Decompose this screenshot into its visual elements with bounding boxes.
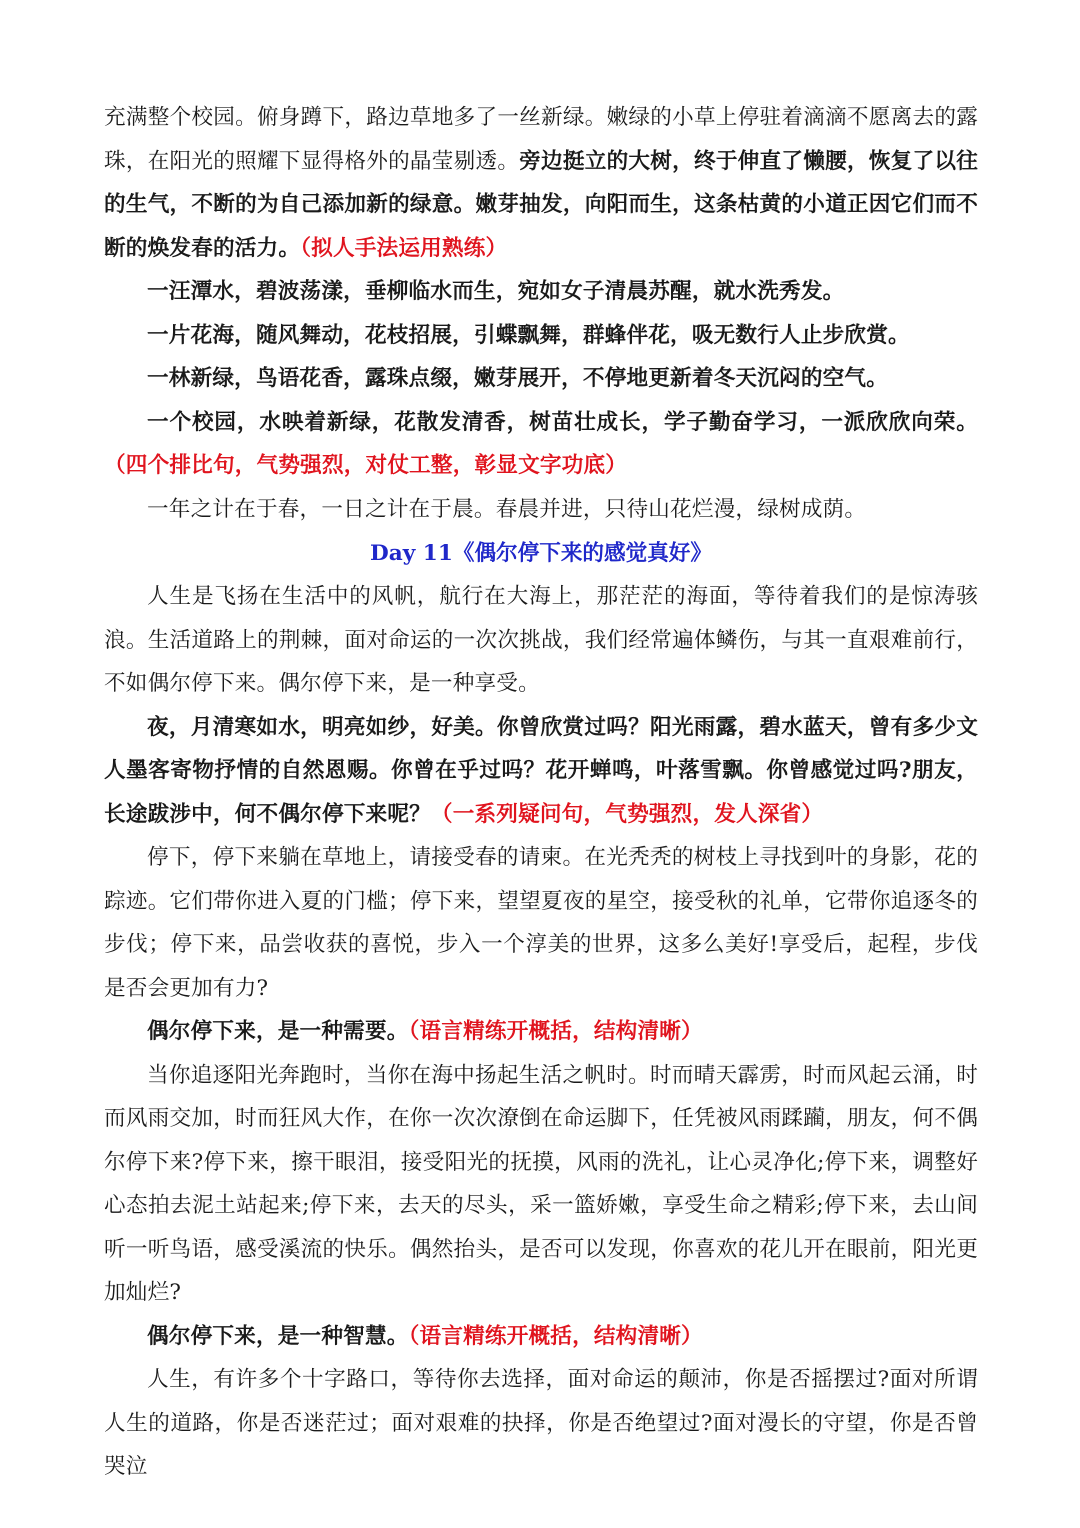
paragraph-questions: [104, 706, 978, 837]
paragraph-spring-plan: 一年之计在于春，一日之计在于晨。春晨并进，只待山花烂漫，绿树成荫。: [147, 496, 867, 522]
paragraph-need-heading: [104, 1010, 978, 1054]
paragraph-campus-parallel: [104, 401, 978, 488]
paragraph-bold-text: 夜，月清寒如水，明亮如纱，好美。你曾欣赏过吗？阳光雨露，碧水蓝天，曾有多少文人墨客寄物抒情的自然恩赐。你曾在乎过吗？花开蝉鸣，叶落雪飘。你曾感觉过吗?朋友，长途跋涉中，何不偶尔停下来呢？: [104, 714, 978, 827]
paragraph-stop-seasons: 停下，停下来躺在草地上，请接受春的请柬。在光秃秃的树枝上寻找到叶的身影，花的踪迹。它们带你进入夏的门槛；停下来，望望夏夜的星空，接受秋的礼单，它带你追逐冬的步伐；停下来，品尝收获的喜悦，步入一个淳美的世界，这多么美好!享受后，起程，步伐是否会更加有力?: [104, 845, 978, 1001]
paragraph-chasing-sun: 当你追逐阳光奔跑时，当你在海中扬起生活之帆时。时而晴天霹雳，时而风起云涌，时而风雨交加，时而狂风大作，在你一次次潦倒在命运脚下，任凭被风雨蹂躏，朋友，何不偶尔停下来?停下来，擦干眼泪，接受阳光的抚摸，风雨的洗礼，让心灵净化;停下来，调整好心态拍去泥土站起来;停下来，去天的尽头，采一篮娇嫩，享受生命之精彩;停下来，去山间听一听鸟语，感受溪流的快乐。偶然抬头，是否可以发现，你喜欢的花儿开在眼前，阳光更加灿烂?: [104, 1062, 978, 1305]
paragraph-forest: 一林新绿，鸟语花香，露珠点缀，嫩芽展开，不停地更新着冬天沉闷的空气。: [147, 366, 888, 391]
annotation-note: （四个排比句，气势强烈，对仗工整，彰显文字功底）: [104, 453, 628, 478]
paragraph-bold-text: 偶尔停下来，是一种需要。: [147, 1019, 409, 1044]
section-title: Day 11《偶尔停下来的感觉真好》: [370, 541, 712, 566]
document-page: [104, 96, 978, 1489]
paragraph-crossroads: 人生，有许多个十字路口，等待你去选择，面对命运的颠沛，你是否摇摆过?面对所谓人生的道路，你是否迷茫过；面对艰难的抉择，你是否绝望过?面对漫长的守望，你是否曾哭泣: [104, 1367, 978, 1479]
paragraph-bold-text: 旁边挺立的大树，终于伸直了懒腰，恢复了以往的生气，不断的为自己添加新的绿意。嫩芽抽发，向阳而生，这条枯黄的小道正因它们而不断的焕发春的活力。: [104, 148, 978, 261]
paragraph-wisdom-heading: [104, 1315, 978, 1359]
paragraph-life-sail: 人生是飞扬在生活中的风帆，航行在大海上，那茫茫的海面，等待着我们的是惊涛骇浪。生活道路上的荆棘，面对命运的一次次挑战，我们经常遍体鳞伤，与其一直艰难前行，不如偶尔停下来。偶尔停下来，是一种享受。: [104, 584, 978, 696]
annotation-note: （一系列疑问句，气势强烈，发人深省）: [430, 801, 824, 827]
paragraph-flower-sea: 一片花海，随风舞动，花枝招展，引蝶飘舞，群蜂伴花，吸无数行人止步欣赏。: [147, 322, 910, 348]
annotation-note: （语言精练开概括，结构清晰）: [408, 1323, 703, 1349]
paragraph-text: 充满整个校园。俯身蹲下，路边草地多了一丝新绿。嫩绿的小草上停驻着滴滴不愿离去的露珠，在阳光的照耀下显得格外的晶莹剔透。: [104, 105, 978, 174]
paragraph-campus-spring: [104, 96, 978, 270]
annotation-note: （拟人手法运用熟练）: [300, 235, 508, 261]
annotation-note: （语言精练开概括，结构清晰）: [408, 1019, 703, 1044]
paragraph-bold-text: 偶尔停下来，是一种智慧。: [147, 1323, 409, 1349]
paragraph-pond: 一汪潭水，碧波荡漾，垂柳临水而生，宛如女子清晨苏醒，就水洗秀发。: [147, 279, 845, 304]
paragraph-bold-text: 一个校园，水映着新绿，花散发清香，树苗壮成长，学子勤奋学习，一派欣欣向荣。: [147, 409, 978, 435]
